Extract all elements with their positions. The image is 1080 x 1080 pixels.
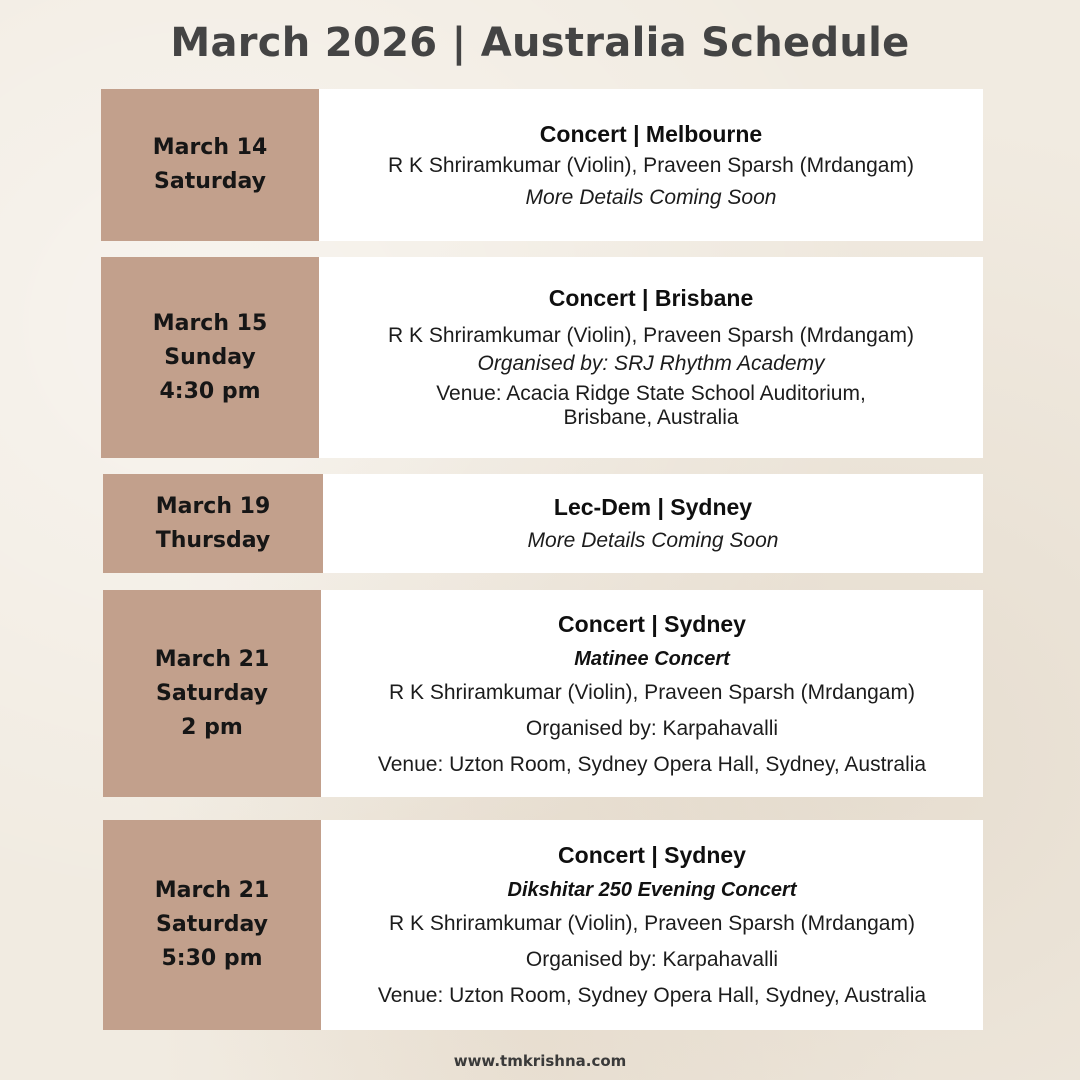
event-date-cell [101, 257, 319, 458]
event-venue-line-2: Brisbane, Australia [563, 406, 739, 429]
event-artists: R K Shriramkumar (Violin), Praveen Sparsh (Mrdangam) [388, 324, 914, 347]
event-info-cell [323, 474, 983, 573]
event-organiser: Organised by: Karpahavalli [525, 716, 779, 740]
event-date-cell [103, 590, 321, 797]
event-day: Thursday [155, 527, 271, 553]
event-date-cell [103, 820, 321, 1030]
event-venue-line-1: Venue: Acacia Ridge State School Auditorium, [436, 382, 866, 405]
event-artists: R K Shriramkumar (Violin), Praveen Sparsh (Mrdangam) [389, 680, 915, 704]
website-link[interactable]: www.tmkrishna.com [453, 1052, 627, 1070]
event-title: Concert | Melbourne [539, 120, 763, 147]
event-date-cell [103, 474, 323, 573]
event-organiser: Organised by: Karpahavalli [525, 948, 779, 971]
event-venue: Venue: Uzton Room, Sydney Opera Hall, Sydney, Australia [377, 984, 927, 1007]
event-title: Concert | Sydney [558, 842, 746, 868]
event-row-march-19 [103, 474, 983, 573]
event-info-cell [319, 89, 983, 241]
event-artists: R K Shriramkumar (Violin), Praveen Sparsh (Mrdangam) [388, 153, 914, 177]
event-row-march-21-matinee [103, 590, 983, 797]
event-day: Sunday [164, 344, 256, 370]
event-info-cell [319, 257, 983, 458]
event-date: March 21 [154, 878, 270, 903]
event-organiser: Organised by: SRJ Rhythm Academy [477, 352, 825, 375]
event-day: Saturday [154, 169, 266, 194]
event-title: Lec-Dem | Sydney [553, 494, 753, 520]
event-venue: Venue: Uzton Room, Sydney Opera Hall, Sydney, Australia [377, 752, 927, 776]
event-time: 2 pm [181, 714, 243, 740]
event-date-cell [101, 89, 319, 241]
event-row-march-15 [101, 257, 983, 458]
event-date: March 15 [152, 310, 268, 336]
event-day: Saturday [156, 680, 268, 706]
event-info-cell [321, 820, 983, 1030]
page-title: March 2026 | Australia Schedule [170, 20, 910, 66]
event-subtitle: Dikshitar 250 Evening Concert [507, 879, 797, 901]
event-note: More Details Coming Soon [527, 529, 779, 552]
event-row-march-21-evening [103, 820, 983, 1030]
event-title: Concert | Brisbane [548, 285, 754, 311]
event-artists: R K Shriramkumar (Violin), Praveen Sparsh (Mrdangam) [389, 912, 915, 935]
event-time: 5:30 pm [161, 946, 263, 971]
event-subtitle: Matinee Concert [574, 647, 730, 670]
event-title: Concert | Sydney [558, 610, 746, 637]
event-date: March 14 [152, 135, 268, 160]
event-date: March 19 [155, 493, 271, 519]
event-date: March 21 [154, 646, 270, 672]
event-info-cell [321, 590, 983, 797]
event-day: Saturday [156, 912, 268, 937]
event-time: 4:30 pm [159, 378, 261, 404]
event-row-march-14 [101, 89, 983, 241]
event-note: More Details Coming Soon [525, 185, 777, 209]
